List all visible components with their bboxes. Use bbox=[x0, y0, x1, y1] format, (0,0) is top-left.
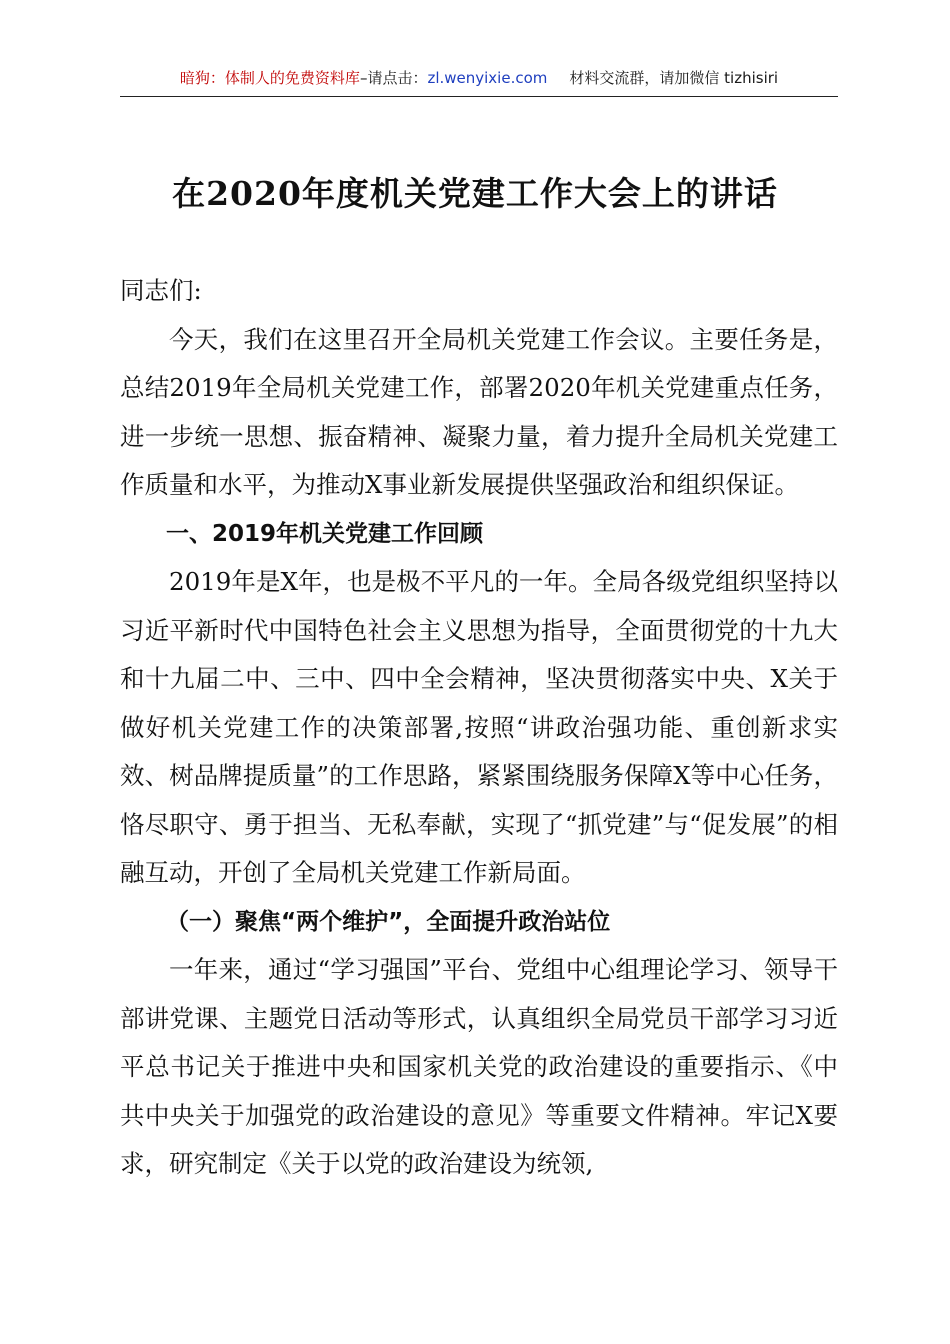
header-url-link[interactable]: zl.wenyixie.com bbox=[427, 69, 548, 87]
paragraph-intro: 今天，我们在这里召开全局机关党建工作会议。主要任务是，总结2019年全局机关党建工作，部署2020年机关党建重点任务，进一步统一思想、振奋精神、凝聚力量，着力提升全局机关党建工作质量和水平，为推动X事业新发展提供坚强政治和组织保证。 bbox=[120, 324, 838, 499]
paragraph-review: 2019年是X年，也是极不平凡的一年。全局各级党组织坚持以习近平新时代中国特色社会主义思想为指导，全面贯彻党的十九大和十九届二中、三中、四中全会精神，坚决贯彻落实中央、X关于做好机关党建工作的决策部署,按照“讲政治强功能、重创新求实效、树品牌提质量”的工作思路，紧紧围绕服务保障X等中心任务，恪尽职守、勇于担当、无私奉献，实现了“抓党建”与“促发展”的相融互动，开创了全局机关党建工作新局面。 bbox=[120, 567, 838, 887]
header-group-note: 材料交流群，请加微信 tizhisiri bbox=[569, 69, 779, 87]
header-brand: 暗狗：体制人的免费资料库 bbox=[179, 69, 360, 87]
greeting: 同志们: bbox=[120, 276, 202, 305]
page-header bbox=[120, 66, 838, 97]
subsection-heading-1: （一）聚焦“两个维护”，全面提升政治站位 bbox=[166, 908, 611, 935]
header-click-prefix: –请点击： bbox=[359, 69, 428, 87]
paragraph-study: 一年来，通过“学习强国”平台、党组中心组理论学习、领导干部讲党课、主题党日活动等形式，认真组织全局党员干部学习习近平总书记关于推进中央和国家机关党的政治建设的重要指示、《中共中央关于加强党的政治建设的意见》等重要文件精神。牢记X要求，研究制定《关于以党的政治建设为统领, bbox=[120, 955, 838, 1178]
section-heading-1: 一、2019年机关党建工作回顾 bbox=[166, 520, 484, 547]
document-title: 在2020年度机关党建工作大会上的讲话 bbox=[172, 174, 778, 213]
document-body bbox=[120, 267, 838, 1189]
